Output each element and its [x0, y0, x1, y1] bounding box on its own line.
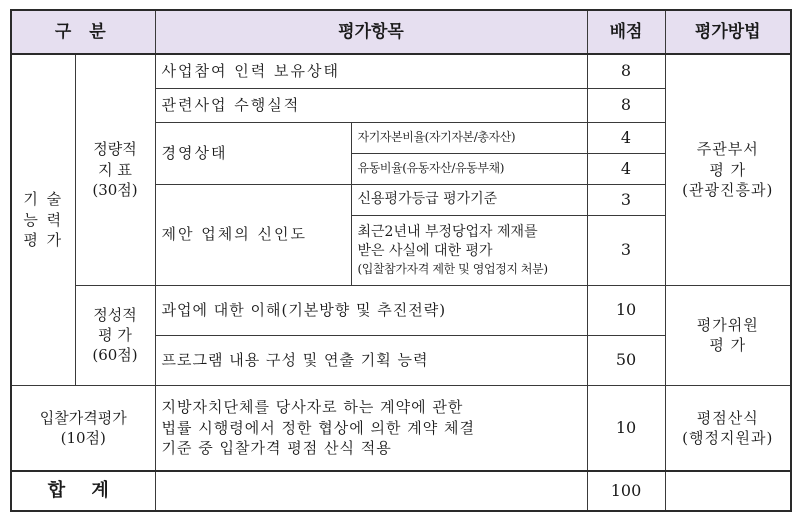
item-understanding-score: 10 [587, 285, 665, 335]
bid-category-cell [11, 385, 155, 471]
quant-method-cell [665, 54, 791, 285]
header-score: 배점 [587, 10, 665, 54]
sub-sanction-line3: (입찰참가자격 제한 및 영업정지 처분) [357, 261, 548, 276]
item-program-score: 50 [587, 335, 665, 385]
quant-method-line2: 평 가 [709, 160, 747, 179]
qual-subcategory-cell [75, 285, 155, 385]
bid-category-line1: 입찰가격평가 [39, 408, 127, 427]
item-record-label: 관련사업 수행실적 [155, 88, 587, 122]
bid-item-line2: 법률 시행령에서 정한 협상에 의한 계약 체결 [161, 418, 475, 437]
quant-line1: 정량적 [93, 140, 137, 159]
qual-line2: 평 가 [98, 325, 132, 344]
quant-subcategory-cell [75, 54, 155, 285]
sub-liquidity-ratio-score: 4 [587, 153, 665, 184]
quant-method-line3: (관광진흥과) [682, 180, 774, 199]
bid-item-line3: 기준 중 입찰가격 평점 산식 적용 [161, 438, 392, 457]
quant-line2: 지 표 [98, 160, 132, 179]
sub-sanction-cell [351, 215, 587, 285]
qual-method-line2: 평 가 [709, 336, 747, 354]
item-staff-score: 8 [587, 54, 665, 88]
qual-method-line1: 평가위원 [696, 315, 759, 334]
bid-item-line1: 지방자치단체를 당사자로 하는 계약에 관한 [161, 398, 464, 417]
bid-category-line2: (10점) [60, 428, 106, 447]
bid-score: 10 [587, 385, 665, 471]
sub-sanction-line1: 최근2년내 부정당업자 제재를 [357, 224, 538, 241]
sub-sanction-line2: 받은 사실에 대한 평가 [357, 242, 493, 259]
bid-item-cell [155, 385, 587, 471]
sub-liquidity-ratio-label: 유동비율(유동자산/유동부채) [351, 153, 587, 184]
item-staff-label: 사업참여 인력 보유상태 [155, 54, 587, 88]
quant-line3: (30점) [92, 180, 138, 199]
qual-method-cell [665, 285, 791, 385]
sub-credit-rating-label: 신용평가등급 평가기준 [351, 184, 587, 215]
sub-credit-rating-score: 3 [587, 184, 665, 215]
sub-sanction-score: 3 [587, 215, 665, 285]
tech-category-line1: 기 술 [23, 190, 64, 209]
item-management-label: 경영상태 [155, 122, 351, 184]
sub-equity-ratio-score: 4 [587, 122, 665, 153]
qual-line1: 정성적 [93, 305, 137, 324]
tech-category-line3: 평 가 [23, 230, 64, 249]
total-score: 100 [587, 471, 665, 511]
table-row [11, 54, 791, 88]
item-credibility-label: 제안 업체의 신인도 [155, 184, 351, 285]
evaluation-criteria-table [10, 9, 792, 512]
tech-category-line2: 능 력 [23, 210, 64, 229]
table-row [11, 385, 791, 471]
item-record-score: 8 [587, 88, 665, 122]
bid-method-cell [665, 385, 791, 471]
total-method-empty-cell [665, 471, 791, 511]
header-method: 평가방법 [665, 10, 791, 54]
total-label: 합 계 [11, 471, 155, 511]
qual-line3: (60점) [92, 346, 138, 365]
table-row [11, 285, 791, 335]
total-empty-cell [155, 471, 587, 511]
total-row [11, 471, 791, 511]
bid-method-line2: (행정지원과) [682, 428, 774, 447]
table-header-row [11, 10, 791, 54]
tech-category-cell [11, 54, 75, 385]
header-category: 구 분 [11, 10, 155, 54]
sub-equity-ratio-label: 자기자본비율(자기자본/총자산) [351, 122, 587, 153]
item-program-label: 프로그램 내용 구성 및 연출 기획 능력 [155, 335, 587, 385]
header-evaluation-item: 평가항목 [155, 10, 587, 54]
quant-method-line1: 주관부서 [696, 140, 759, 159]
item-understanding-label: 과업에 대한 이해(기본방향 및 추진전략) [155, 285, 587, 335]
bid-method-line1: 평점산식 [696, 408, 759, 427]
